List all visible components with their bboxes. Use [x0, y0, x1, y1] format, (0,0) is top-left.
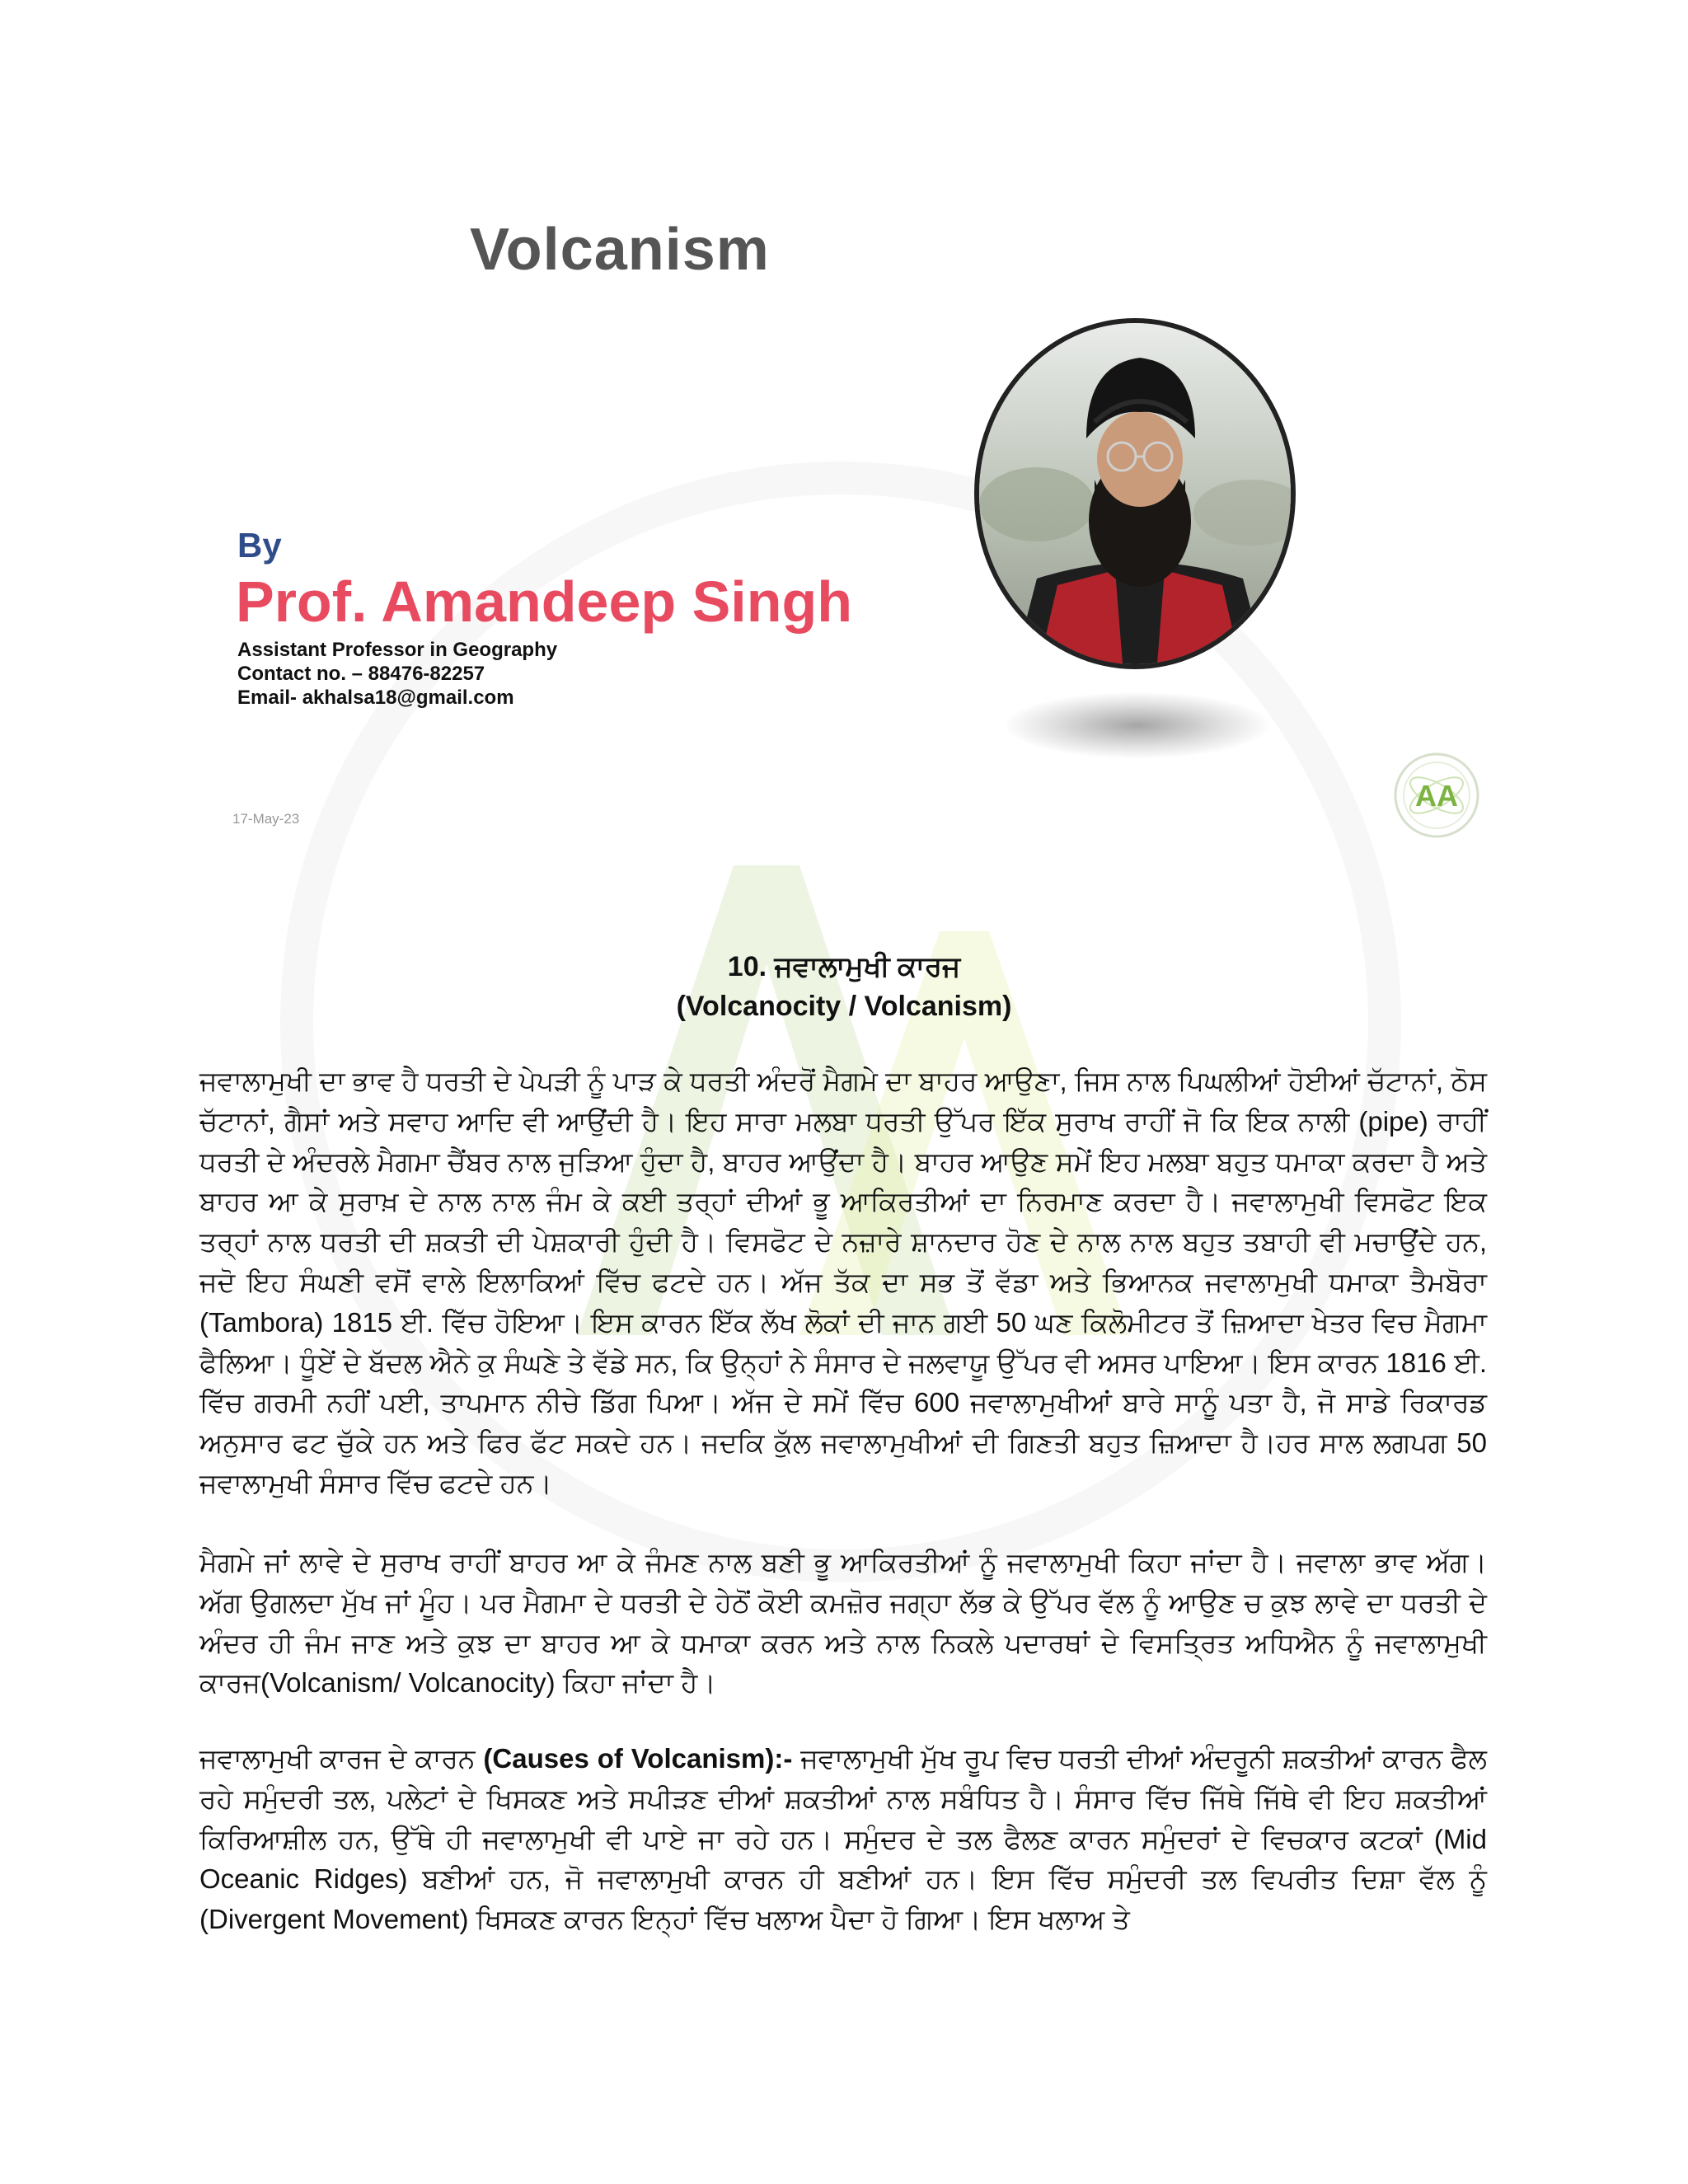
document-title: Volcanism	[470, 217, 770, 283]
chapter-subheading: (Volcanocity / Volcanism)	[676, 991, 1012, 1022]
paragraph-3	[199, 1739, 1487, 1940]
by-label: By	[237, 526, 282, 565]
aa-logo-badge	[1393, 752, 1480, 839]
portrait-shadow	[1006, 692, 1269, 758]
portrait-image	[979, 323, 1296, 669]
paragraph-3-body: ਜਵਾਲਾਮੁਖੀ ਮੁੱਖ ਰੂਪ ਵਿਚ ਧਰਤੀ ਦੀਆਂ ਅੰਦਰੂਨੀ ਸ਼ਕਤੀਆਂ ਕਾਰਨ ਫੈਲ ਰਹੇ ਸਮੁੰਦਰੀ ਤਲ, ਪਲੇਟਾਂ ਦੇ ਖਿਸਕਣ ਅਤੇ ਸਪੀੜਣ ਦੀਆਂ ਸ਼ਕਤੀਆਂ ਨਾਲ ਸਬੰਧਿਤ ਹੈ। ਸੰਸਾਰ ਵਿੱਚ ਜਿੱਥੇ ਜਿੱਥੇ ਵੀ ਇਹ ਸ਼ਕਤੀਆਂ ਕਿਰਿਆਸ਼ੀਲ ਹਨ, ਉੱਥੇ ਹੀ ਜਵਾਲਾਮੁਖੀ ਵੀ ਪਾਏ ਜਾ ਰਹੇ ਹਨ। ਸਮੁੰਦਰ ਦੇ ਤਲ ਫੈਲਣ ਕਾਰਨ ਸਮੁੰਦਰਾਂ ਦੇ ਵਿਚਕਾਰ ਕਟਕਾਂ (Mid Oceanic Ridges) ਬਣੀਆਂ ਹਨ, ਜੋ ਜਵਾਲਾਮੁਖੀ ਕਾਰਨ ਹੀ ਬਣੀਆਂ ਹਨ। ਇਸ ਵਿੱਚ ਸਮੁੰਦਰੀ ਤਲ ਵਿਪਰੀਤ ਦਿਸ਼ਾ ਵੱਲ ਨੂੰ (Divergent Movement) ਖਿਸਕਣ ਕਾਰਨ ਇਨ੍ਹਾਂ ਵਿੱਚ ਖਲਾਅ ਪੈਦਾ ਹੋ ਗਿਆ। ਇਸ ਖਲਾਅ ਤੇ	[199, 1743, 1487, 1935]
logo-text: AA	[1415, 779, 1458, 813]
date-label: 17-May-23	[232, 811, 300, 827]
contact-number: Contact no. – 88476-82257	[237, 663, 485, 685]
paragraph-1: ਜਵਾਲਾਮੁਖੀ ਦਾ ਭਾਵ ਹੈ ਧਰਤੀ ਦੇ ਪੇਪੜੀ ਨੂੰ ਪਾੜ ਕੇ ਧਰਤੀ ਅੰਦਰੋਂ ਮੈਗਮੇ ਦਾ ਬਾਹਰ ਆਉਣਾ, ਜਿਸ ਨਾਲ ਪਿਘਲੀਆਂ ਹੋਈਆਂ ਚੱਟਾਨਾਂ, ਠੋਸ ਚੱਟਾਨਾਂ, ਗੈਸਾਂ ਅਤੇ ਸਵਾਹ ਆਦਿ ਵੀ ਆਉਂਦੀ ਹੈ। ਇਹ ਸਾਰਾ ਮਲਬਾ ਧਰਤੀ ਉੱਪਰ ਇੱਕ ਸੁਰਾਖ ਰਾਹੀਂ ਜੋ ਕਿ ਇਕ ਨਾਲੀ (pipe) ਰਾਹੀਂ ਧਰਤੀ ਦੇ ਅੰਦਰਲੇ ਮੈਗਮਾ ਚੈਂਬਰ ਨਾਲ ਜੁੜਿਆ ਹੁੰਦਾ ਹੈ, ਬਾਹਰ ਆਉਂਦਾ ਹੈ। ਬਾਹਰ ਆਉਣ ਸਮੇਂ ਇਹ ਮਲਬਾ ਬਹੁਤ ਧਮਾਕਾ ਕਰਦਾ ਹੈ ਅਤੇ ਬਾਹਰ ਆ ਕੇ ਸੁਰਾਖ਼ ਦੇ ਨਾਲ ਨਾਲ ਜੰਮ ਕੇ ਕਈ ਤਰ੍ਹਾਂ ਦੀਆਂ ਭੂ ਆਕਿਰਤੀਆਂ ਦਾ ਨਿਰਮਾਣ ਕਰਦਾ ਹੈ। ਜਵਾਲਾਮੁਖੀ ਵਿਸਫੋਟ ਇਕ ਤਰ੍ਹਾਂ ਨਾਲ ਧਰਤੀ ਦੀ ਸ਼ਕਤੀ ਦੀ ਪੇਸ਼ਕਾਰੀ ਹੁੰਦੀ ਹੈ। ਵਿਸਫੋਟ ਦੇ ਨਜ਼ਾਰੇ ਸ਼ਾਨਦਾਰ ਹੋਣ ਦੇ ਨਾਲ ਨਾਲ ਬਹੁਤ ਤਬਾਹੀ ਵੀ ਮਚਾਉਂਦੇ ਹਨ, ਜਦੋ ਇਹ ਸੰਘਣੀ ਵਸੋਂ ਵਾਲੇ ਇਲਾਕਿਆਂ ਵਿੱਚ ਫਟਦੇ ਹਨ। ਅੱਜ ਤੱਕ ਦਾ ਸਭ ਤੋਂ ਵੱਡਾ ਅਤੇ ਭਿਆਨਕ ਜਵਾਲਾਮੁਖੀ ਧਮਾਕਾ ਤੈਮਬੋਰਾ (Tambora) 1815 ਈ. ਵਿੱਚ ਹੋਇਆ। ਇਸ ਕਾਰਨ ਇੱਕ ਲੱਖ ਲੋਕਾਂ ਦੀ ਜਾਨ ਗਈ 50 ਘਣ ਕਿਲੋਮੀਟਰ ਤੋਂ ਜ਼ਿਆਦਾ ਖੇਤਰ ਵਿਚ ਮੈਗਮਾ ਫੈਲਿਆ। ਧੂੰਏਂ ਦੇ ਬੱਦਲ ਐਨੇ ਕੁ ਸੰਘਣੇ ਤੇ ਵੱਡੇ ਸਨ, ਕਿ ਉਨ੍ਹਾਂ ਨੇ ਸੰਸਾਰ ਦੇ ਜਲਵਾਯੂ ਉੱਪਰ ਵੀ ਅਸਰ ਪਾਇਆ। ਇਸ ਕਾਰਨ 1816 ਈ. ਵਿੱਚ ਗਰਮੀ ਨਹੀਂ ਪਈ, ਤਾਪਮਾਨ ਨੀਚੇ ਡਿੱਗ ਪਿਆ। ਅੱਜ ਦੇ ਸਮੇਂ ਵਿੱਚ 600 ਜਵਾਲਾਮੁਖੀਆਂ ਬਾਰੇ ਸਾਨੂੰ ਪਤਾ ਹੈ, ਜੋ ਸਾਡੇ ਰਿਕਾਰਡ ਅਨੁਸਾਰ ਫਟ ਚੁੱਕੇ ਹਨ ਅਤੇ ਫਿਰ ਫੱਟ ਸਕਦੇ ਹਨ। ਜਦਕਿ ਕੁੱਲ ਜਵਾਲਾਮੁਖੀਆਂ ਦੀ ਗਿਣਤੀ ਬਹੁਤ ਜ਼ਿਆਦਾ ਹੈ।ਹਰ ਸਾਲ ਲਗਪਗ 50 ਜਵਾਲਾਮੁਖੀ ਸੰਸਾਰ ਵਿੱਚ ਫਟਦੇ ਹਨ।	[199, 1066, 1487, 1498]
paragraph-2: ਮੈਗਮੇ ਜਾਂ ਲਾਵੇ ਦੇ ਸੁਰਾਖ ਰਾਹੀਂ ਬਾਹਰ ਆ ਕੇ ਜੰਮਣ ਨਾਲ ਬਣੀ ਭੂ ਆਕਿਰਤੀਆਂ ਨੂੰ ਜਵਾਲਾਮੁਖੀ ਕਿਹਾ ਜਾਂਦਾ ਹੈ। ਜਵਾਲਾ ਭਾਵ ਅੱਗ। ਅੱਗ ਉਗਲਦਾ ਮੁੱਖ ਜਾਂ ਮੂੰਹ। ਪਰ ਮੈਗਮਾ ਦੇ ਧਰਤੀ ਦੇ ਹੇਠੋਂ ਕੋਈ ਕਮਜ਼ੋਰ ਜਗ੍ਹਾ ਲੱਭ ਕੇ ਉੱਪਰ ਵੱਲ ਨੂੰ ਆਉਣ ਚ ਕੁਝ ਲਾਵੇ ਦਾ ਧਰਤੀ ਦੇ ਅੰਦਰ ਹੀ ਜੰਮ ਜਾਣ ਅਤੇ ਕੁਝ ਦਾ ਬਾਹਰ ਆ ਕੇ ਧਮਾਕਾ ਕਰਨ ਅਤੇ ਨਾਲ ਨਿਕਲੇ ਪਦਾਰਥਾਂ ਦੇ ਵਿਸਤ੍ਰਿਤ ਅਧਿਐਨ ਨੂੰ ਜਵਾਲਾਮੁਖੀ ਕਾਰਜ(Volcanism/ Volcanocity) ਕਿਹਾ ਜਾਂਦਾ ਹੈ।	[199, 1547, 1487, 1699]
causes-heading: (Causes of Volcanism):-	[483, 1743, 793, 1774]
author-info	[237, 638, 557, 710]
paragraph-3-prefix: ਜਵਾਲਾਮੁਖੀ ਕਾਰਜ ਦੇ ਕਾਰਨ	[199, 1743, 484, 1774]
chapter-heading: 10. ਜਵਾਲਾਮੁਖੀ ਕਾਰਜ	[727, 951, 961, 982]
designation: Assistant Professor in Geography	[237, 639, 558, 661]
author-portrait	[974, 318, 1296, 669]
author-name: Prof. Amandeep Singh	[236, 569, 853, 634]
email: Email- akhalsa18@gmail.com	[237, 687, 514, 709]
